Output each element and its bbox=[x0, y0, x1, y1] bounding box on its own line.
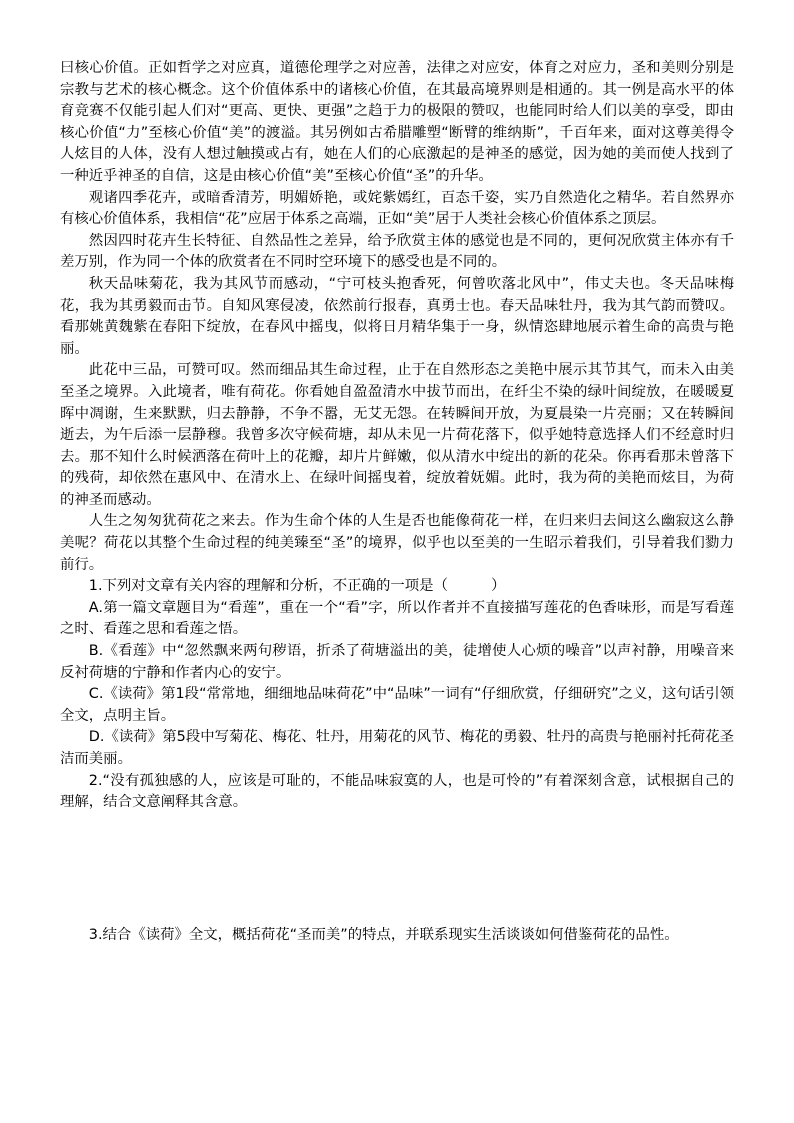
question-1-option-d: D.《读荷》第5段中写菊花、梅花、牡丹，用菊花的风节、梅花的勇毅、牡丹的高贵与艳丽衬托荷花圣洁而美丽。 bbox=[60, 729, 734, 767]
question-1-option-c: C.《读荷》第1段“常常地，细细地品味荷花”中“品味”一词有“仔细欣赏，仔细研究”之义，这句话引领全文，点明主旨。 bbox=[60, 686, 734, 724]
document-page bbox=[60, 58, 734, 946]
question-1-option-a: A.第一篇文章题目为“看莲”，重在一个“看”字，所以作者并不直接描写莲花的色香味形，而是写看莲之时、看莲之思和看莲之悟。 bbox=[60, 599, 734, 638]
passage-paragraph-1: 曰核心价值。正如哲学之对应真，道德伦理学之对应善，法律之对应安，体育之对应力，圣和美则分别是宗教与艺术的核心概念。这个价值体系中的诸核心价值，在其最高境界则是相通的。其一例是高水平的体育竞赛不仅能引起人们对“更高、更快、更强”之趋于力的极限的赞叹，也能同时给人们以美的享受，即由核心价值“力”至核心价值“美”的渡溢。其另例如古希腊雕塑“断臂的维纳斯”，千百年来，面对这尊美得令人炫目的人体，没有人想过触摸或占有，她在人们的心底激起的是神圣的感觉，因为她的美而使人找到了一种近乎神圣的自信，这是由核心价值“美”至核心价值“圣”的升华。 bbox=[60, 60, 734, 184]
question-3-stem: 3.结合《读荷》全文，概括荷花“圣而美”的特点，并联系现实生活谈谈如何借鉴荷花的品性。 bbox=[88, 926, 679, 943]
question-1-stem: 1.下列对文章有关内容的理解和分析，不正确的一项是（ ） bbox=[88, 578, 506, 595]
passage-paragraph-6: 人生之匆匆犹荷花之来去。作为生命个体的人生是否也能像荷花一样，在归来归去间这么幽寂这么静美呢？荷花以其整个生命过程的纯美臻至“圣”的境界，似乎也以至美的一生昭示着我们，引导着我们勠力前行。 bbox=[60, 513, 734, 573]
passage-paragraph-2: 观诸四季花卉，或暗香清芳，明媚娇艳，或姹紫嫣红，百态千姿，实乃自然造化之精华。若自然界亦有核心价值体系，我相信“花”应居于体系之高端，正如“美”居于人类社会核心价值体系之顶层。 bbox=[60, 189, 734, 228]
question-3 bbox=[60, 925, 734, 947]
question-1 bbox=[60, 576, 734, 770]
passage-paragraph-5: 此花中三品，可赞可叹。然而细品其生命过程，止于在自然形态之美艳中展示其节其气，而未入由美至圣之境界。入此境者，唯有荷花。你看她自盈盈清水中拔节而出，在纤尘不染的绿叶间绽放，在暖暖夏晖中凋谢，生来默默，归去静静，不争不嚣，无艾无怨。在转瞬间开放，为夏晨染一片亮丽；又在转瞬间逝去，为午后添一层静穆。我曾多次守候荷塘，却从未见一片荷花落下，似乎她特意选择人们不经意时归去。那不知什么时候洒落在荷叶上的花瓣，却片片鲜嫩，似从清水中绽出的新的花朵。你再看那未曾落下的残荷，却依然在惠风中、在清水上、在绿叶间摇曳着，绽放着妩媚。此时，我为荷的美艳而炫目，为荷的神圣而感动。 bbox=[60, 362, 734, 508]
question-2-stem: 2.“没有孤独感的人，应该是可耻的，不能品味寂寞的人，也是可怜的”有着深刻含意，试根据自己的理解，结合文意阐释其含意。 bbox=[60, 772, 734, 811]
question-2 bbox=[60, 771, 734, 814]
question-1-option-b: B.《看莲》中“忽然飘来两句秽语，折杀了荷塘溢出的美，徒增使人心烦的噪音”以声衬静，用噪音来反衬荷塘的宁静和作者内心的安宁。 bbox=[60, 643, 734, 681]
answer-space bbox=[60, 814, 734, 925]
passage-paragraph-4: 秋天品味菊花，我为其风节而感动，“宁可枝头抱香死，何曾吹落北风中”，伟丈夫也。冬天品味梅花，我为其勇毅而击节。自知风寒侵凌，依然前行报春，真勇士也。春天品味牡丹，我为其气韵而赞叹。看那姚黄魏紫在春阳下绽放，在春风中摇曳，似将日月精华集于一身，纵情恣肆地展示着生命的高贵与艳丽。 bbox=[60, 275, 734, 357]
passage-paragraph-3: 然因四时花卉生长特征、自然品性之差异，给予欣赏主体的感觉也是不同的，更何况欣赏主体亦有千差万别，作为同一个体的欣赏者在不同时空环境下的感受也是不同的。 bbox=[60, 232, 734, 271]
